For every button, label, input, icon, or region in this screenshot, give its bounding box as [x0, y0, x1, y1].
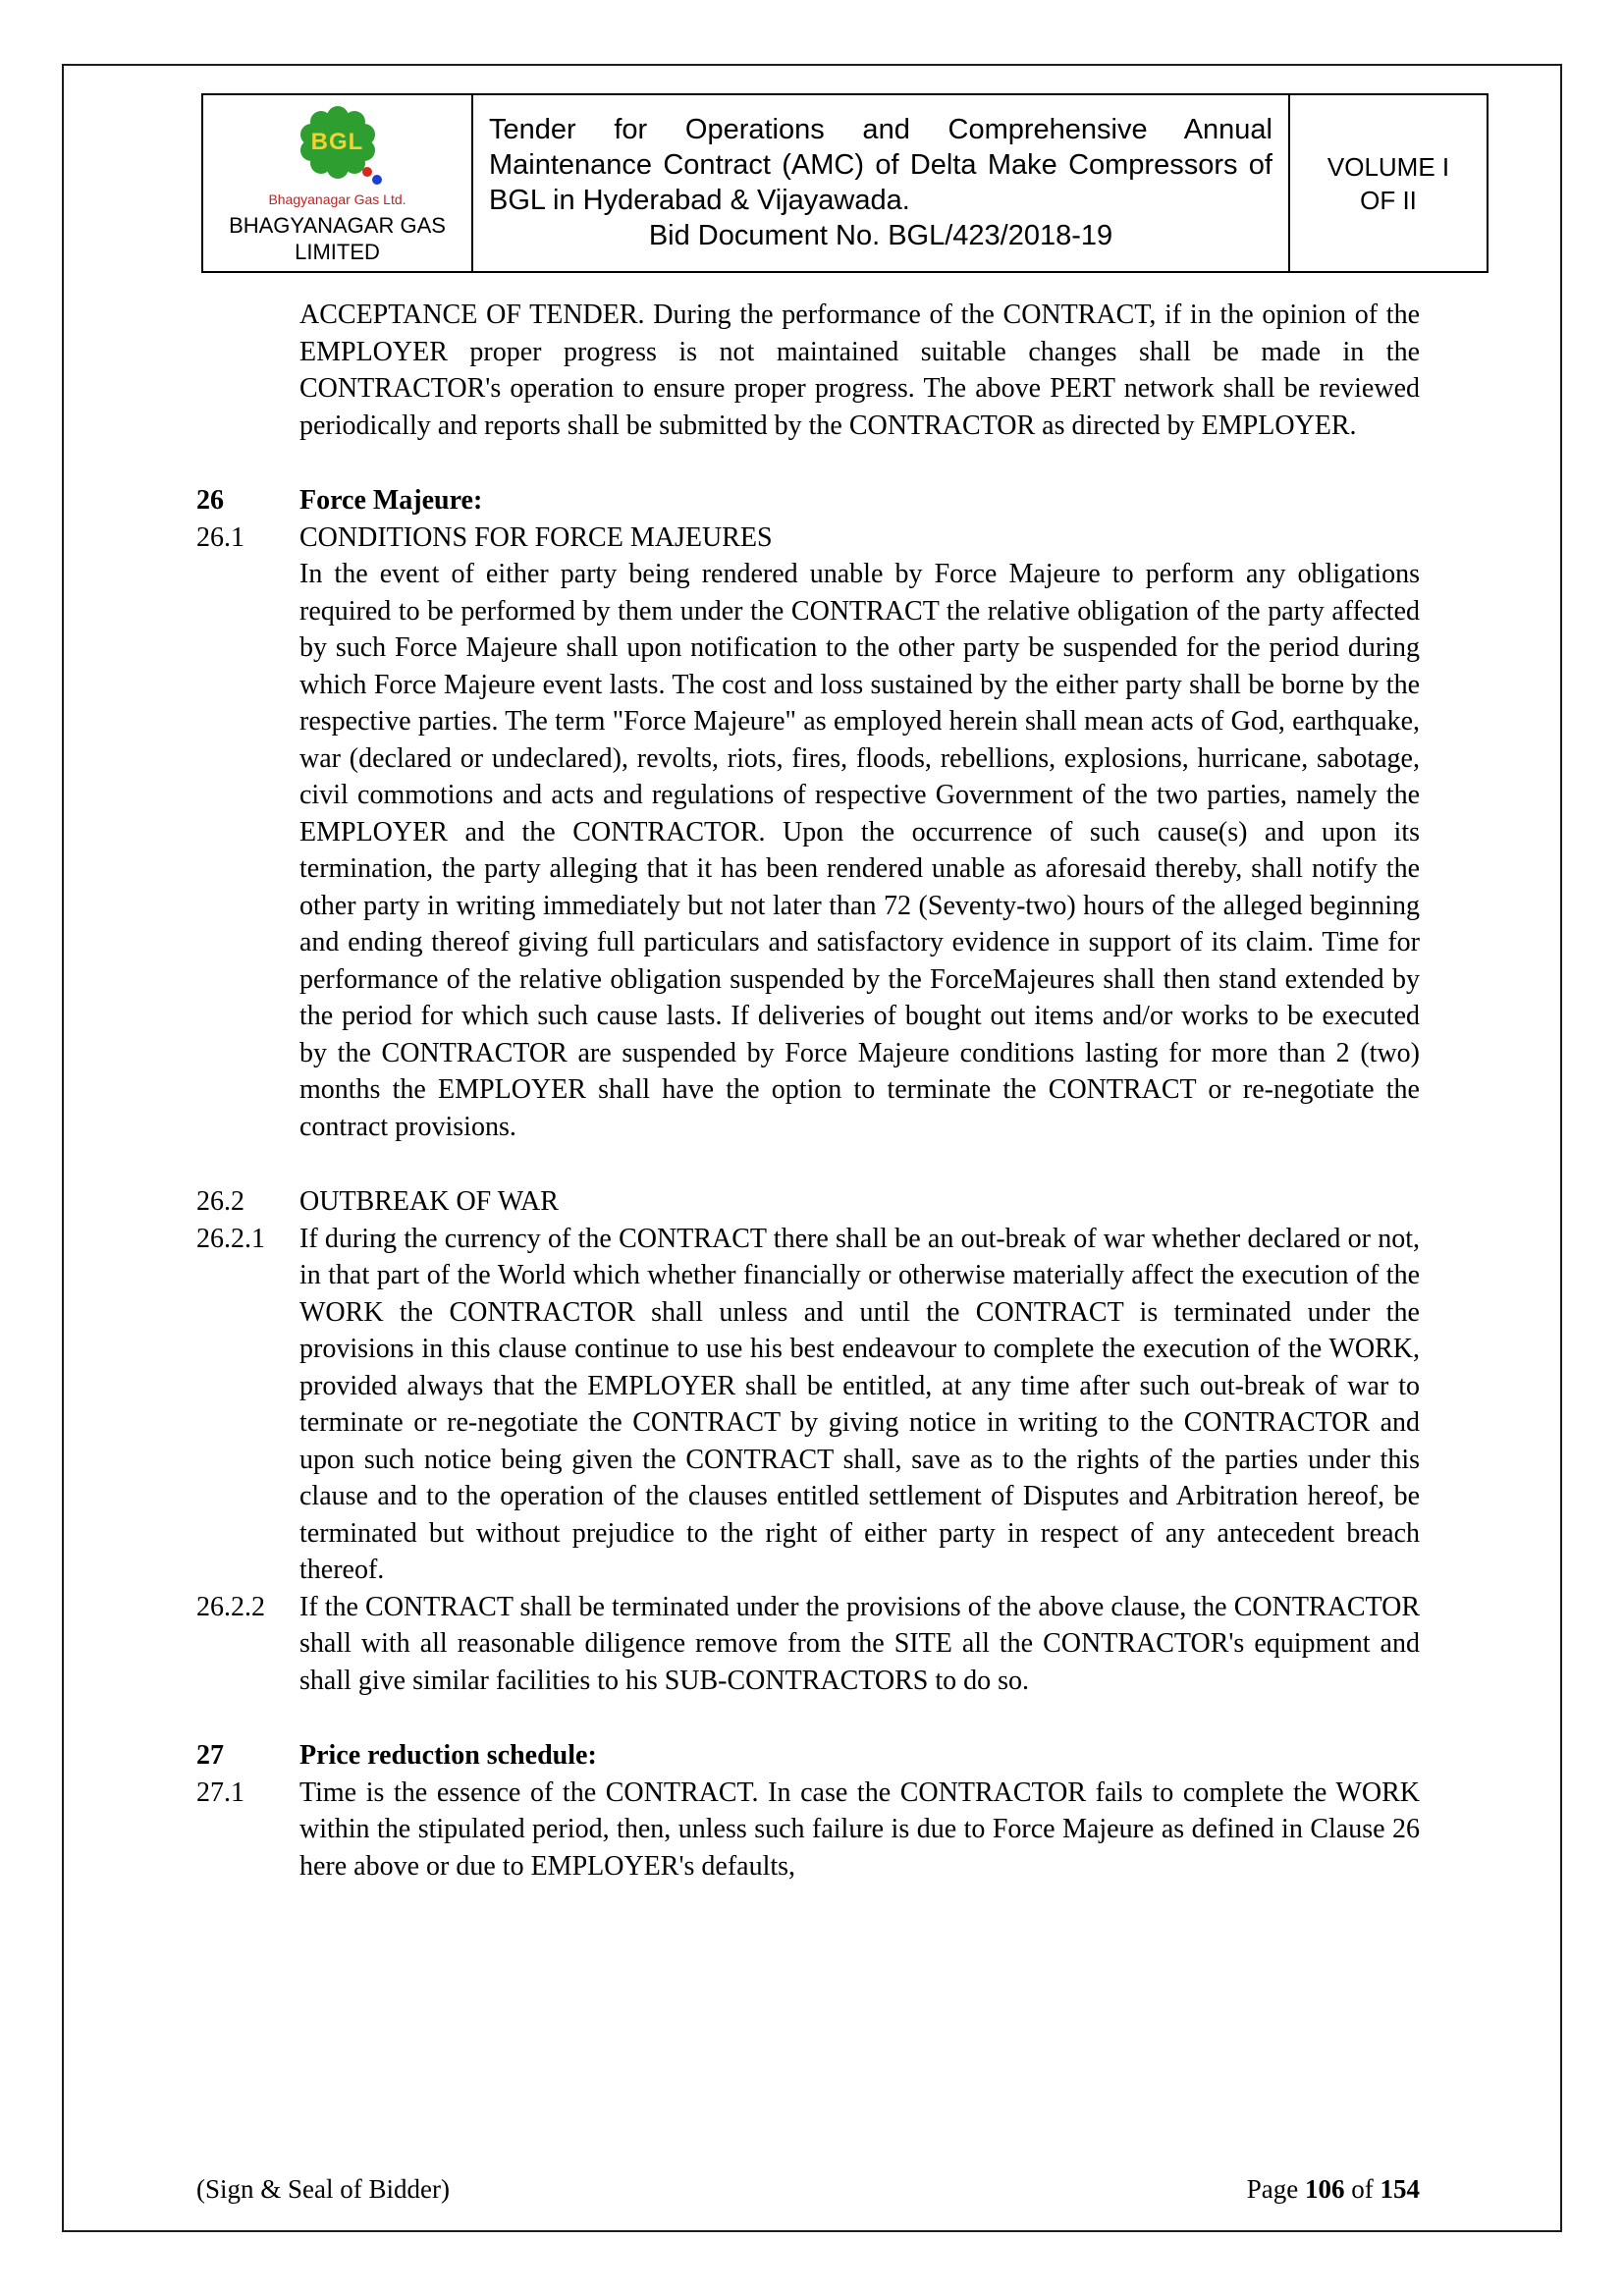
- clause-title: CONDITIONS FOR FORCE MAJEURES: [299, 521, 773, 553]
- clause-number: 26: [196, 485, 224, 516]
- clause-text: If the CONTRACT shall be terminated under the provisions of the above clause, the CONTRACTOR shall with all reasonable diligence remove from the SITE all the CONTRACTOR's equipment and shall give similar facilities to his SUB-CONTRACTORS to do so.: [299, 1591, 1420, 1696]
- bgl-logo-icon: [284, 101, 392, 191]
- org-name-line2: LIMITED: [295, 240, 380, 264]
- header-table: [201, 93, 1489, 273]
- clause-26-2-2: [196, 1589, 1420, 1700]
- clause-text: Time is the essence of the CONTRACT. In case the CONTRACTOR fails to complete the WORK within the stipulated period, then, unless such failure is due to Force Majeure as defined in Clause 26 here above or due to EMPLOYER's defaults,: [299, 1777, 1420, 1882]
- page-footer: [196, 2172, 1420, 2206]
- clause-27-1: [196, 1775, 1420, 1886]
- clause-number: 27: [196, 1740, 224, 1771]
- clause-26-2-1: [196, 1221, 1420, 1589]
- title-cell: [472, 94, 1289, 272]
- clause-26-1-heading: [196, 519, 1420, 557]
- bgl-logo-text: BGL: [310, 129, 364, 155]
- page-number-total: 154: [1380, 2174, 1420, 2204]
- paragraph-acceptance: ACCEPTANCE OF TENDER. During the performance of the CONTRACT, if in the opinion of the EMPLOYER proper progress is not maintained suitable changes shall be made in the CONTRACTOR's operation to ensure proper progress. The above PERT network shall be reviewed periodically and reports shall be submitted by the CONTRACTOR as directed by EMPLOYER.: [299, 300, 1420, 441]
- volume-cell: [1289, 94, 1488, 272]
- clause-title: Force Majeure:: [299, 485, 483, 516]
- clause-title: OUTBREAK OF WAR: [299, 1186, 559, 1217]
- volume-line1: VOLUME I: [1326, 151, 1450, 182]
- page-number-current: 106: [1305, 2174, 1345, 2204]
- logo-cell: [202, 94, 472, 272]
- tender-title: Tender for Operations and Comprehensive Annual Maintenance Contract (AMC) of Delta Make Compressors of BGL in Hyderabad & Vijayawada.: [489, 113, 1272, 216]
- document-body: [196, 297, 1420, 1885]
- clause-number: 26.2.1: [196, 1223, 265, 1254]
- org-name-line1: BHAGYANAGAR GAS: [229, 213, 446, 238]
- clause-number: 26.2: [196, 1186, 244, 1217]
- volume-line2: OF II: [1360, 185, 1417, 215]
- clause-26-2-heading: [196, 1183, 1420, 1221]
- clause-26-heading: [196, 482, 1420, 519]
- clause-number: 27.1: [196, 1777, 244, 1808]
- clause-number: 26.1: [196, 521, 244, 553]
- bid-document-no: Bid Document No. BGL/423/2018-19: [648, 219, 1113, 251]
- clause-number: 26.2.2: [196, 1591, 265, 1622]
- org-name: [229, 212, 446, 265]
- page-number-prefix: Page: [1246, 2174, 1305, 2204]
- clause-26-1-text: In the event of either party being rendered unable by Force Majeure to perform any obligations required to be performed by them under the CONTRACT the relative obligation of the party affected by such Force Majeure shall upon notification to the other party be suspended for the period during which Force Majeure event lasts. The cost and loss sustained by the either party shall be borne by the respective parties. The term "Force Majeure" as employed herein shall mean acts of God, earthquake, war (declared or undeclared), revolts, riots, fires, floods, rebellions, explosions, hurricane, sabotage, civil commotions and acts and regulations of respective Government of the two parties, namely the EMPLOYER and the CONTRACTOR. Upon the occurrence of such cause(s) and upon its termination, the party alleging that it has been rendered unable as aforesaid thereby, shall notify the other party in writing immediately but not later than 72 (Seventy-two) hours of the alleged beginning and ending thereof giving full particulars and satisfactory evidence in support of its claim. Time for performance of the relative obligation suspended by the ForceMajeures shall then stand extended by the period for which such cause lasts. If deliveries of bought out items and/or works to be executed by the CONTRACTOR are suspended by Force Majeure conditions lasting for more than 2 (two) months the EMPLOYER shall have the option to terminate the CONTRACT or re-negotiate the contract provisions.: [299, 559, 1420, 1142]
- page-number-of: of: [1344, 2174, 1380, 2204]
- clause-text: If during the currency of the CONTRACT there shall be an out-break of war whether declared or not, in that part of the World which whether financially or otherwise materially affect the execution of the WORK the CONTRACTOR shall unless and until the CONTRACT is terminated under the provisions in this clause continue to use his best endeavour to complete the execution of the WORK, provided always that the EMPLOYER shall be entitled, at any time after such out-break of war to terminate or re-negotiate the CONTRACT by giving notice in writing to the CONTRACTOR and upon such notice being given the CONTRACT shall, save as to the rights of the parties under this clause and to the operation of the clauses entitled settlement of Disputes and Arbitration hereof, be terminated but without prejudice to the right of either party in respect of any antecedent breach thereof.: [299, 1223, 1420, 1585]
- clause-title: Price reduction schedule:: [299, 1740, 597, 1771]
- sign-seal-label: (Sign & Seal of Bidder): [196, 2174, 450, 2204]
- logo-caption: Bhagyanagar Gas Ltd.: [268, 191, 406, 207]
- page-number: [1247, 2172, 1420, 2206]
- clause-27-heading: [196, 1737, 1420, 1775]
